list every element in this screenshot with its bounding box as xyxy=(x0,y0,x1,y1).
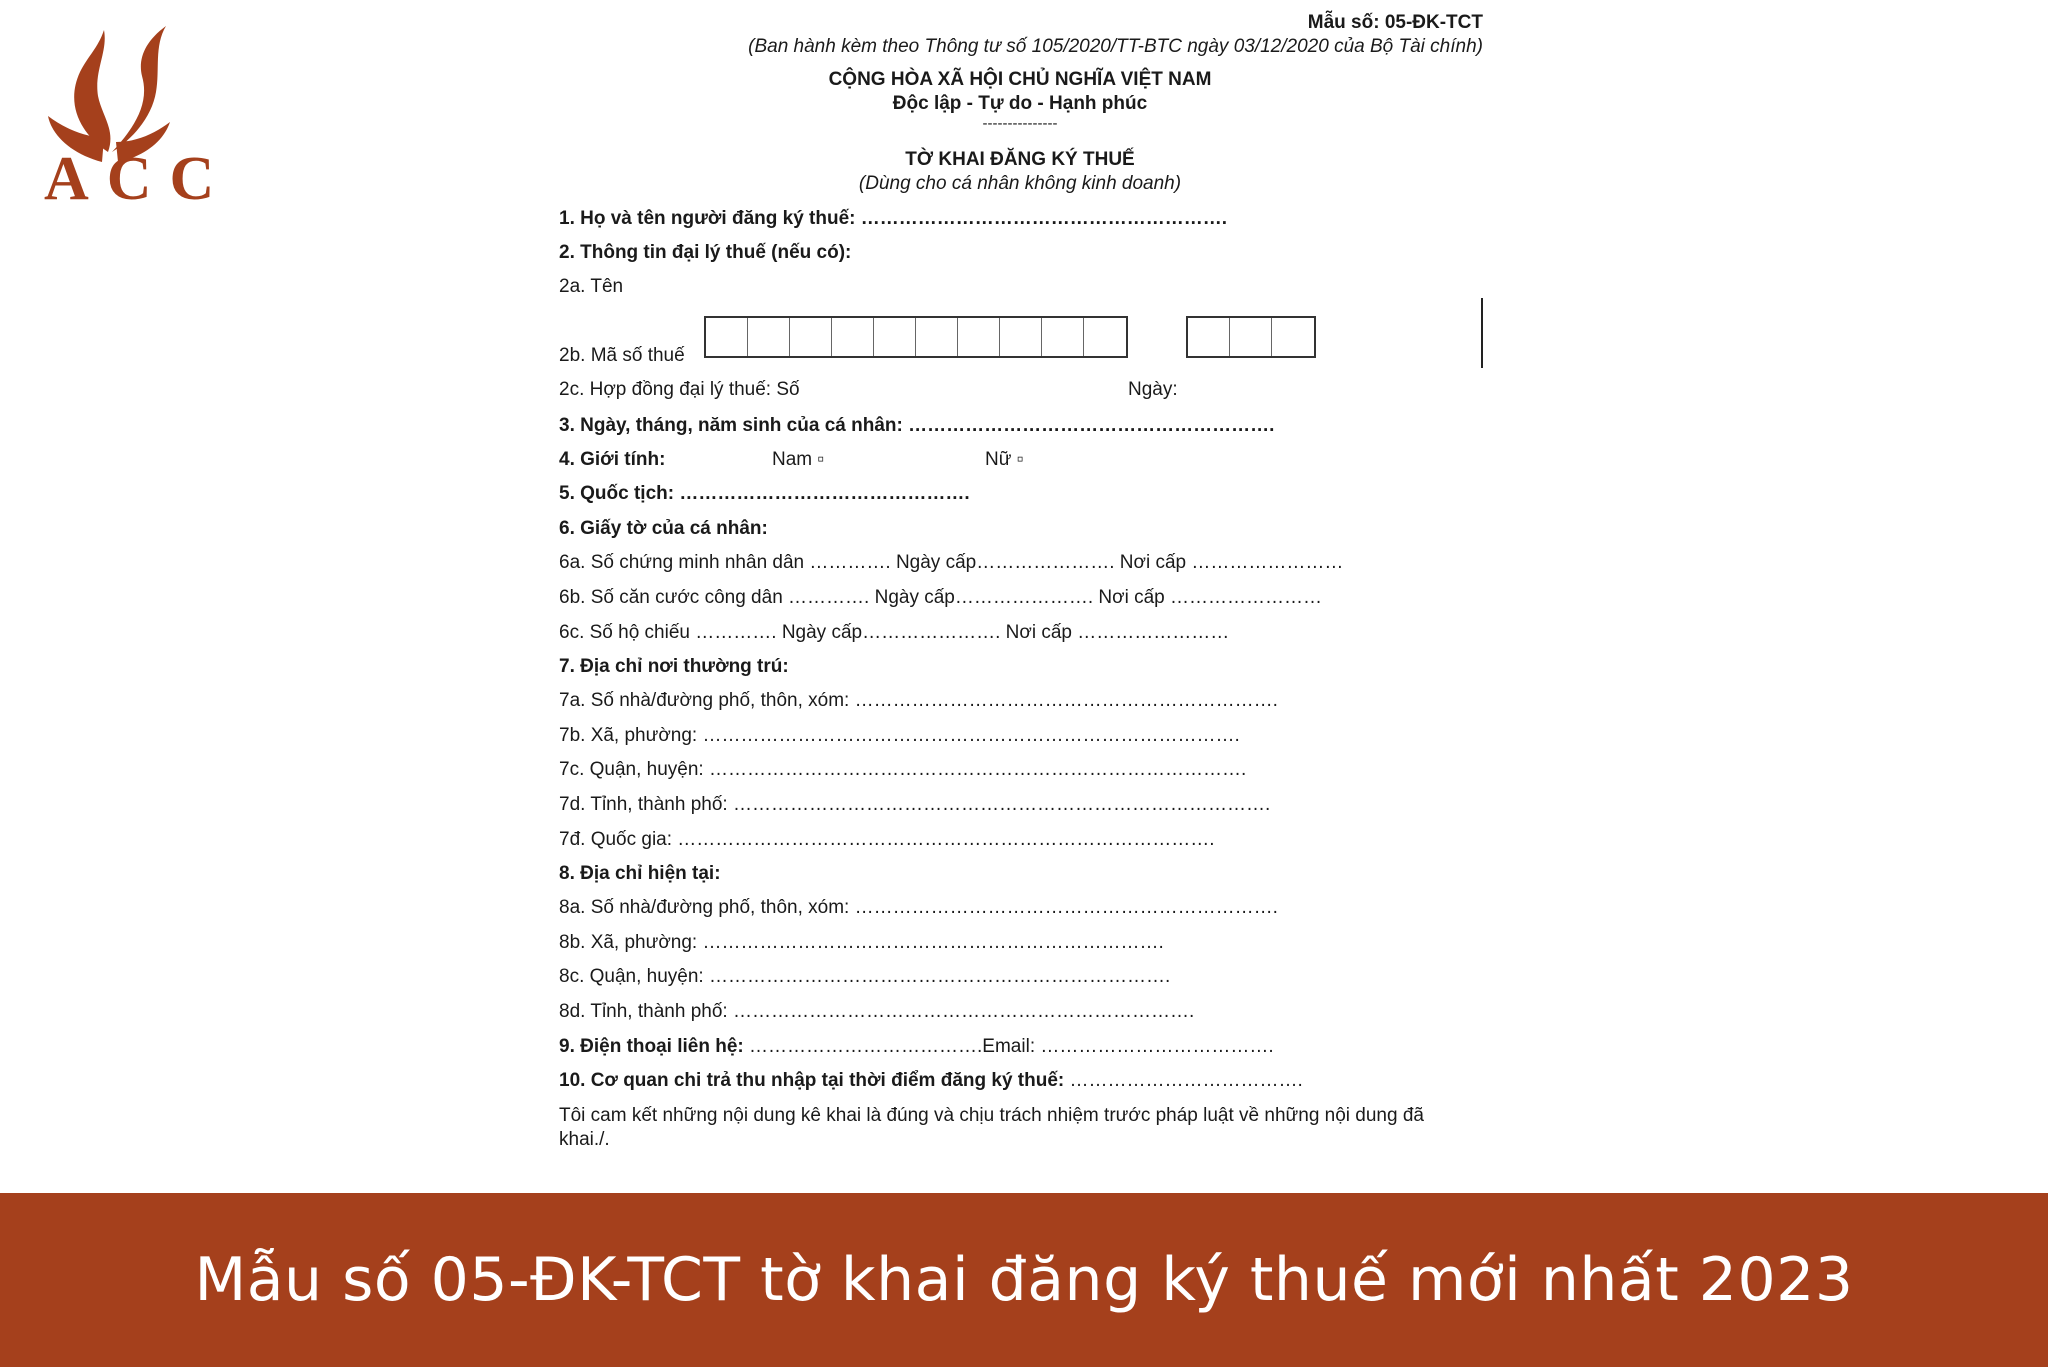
tax-code-box xyxy=(706,318,748,356)
field-7a: 7a. Số nhà/đường phố, thôn, xóm: …………………………………………………………. xyxy=(559,690,1278,711)
field-10-dots: ………………………………. xyxy=(1064,1070,1303,1091)
field-8b: 8b. Xã, phường: ………………………………………………………………. xyxy=(559,932,1164,953)
commitment-line-2: khai./. xyxy=(559,1129,610,1150)
field-2-agent: 2. Thông tin đại lý thuế (nếu có): xyxy=(559,242,852,263)
field-2b: 2b. Mã số thuế xyxy=(559,345,685,366)
tax-code-suffix-boxes xyxy=(1186,316,1316,358)
gender-male-checkbox: Nam ▫ xyxy=(772,449,825,470)
banner-caption: Mẫu số 05-ĐK-TCT tờ khai đăng ký thuế mới nhất 2023 xyxy=(194,1245,1854,1315)
field-9-label: 9. Điện thoại liên hệ: xyxy=(559,1036,744,1057)
field-10-payer xyxy=(559,1071,1303,1092)
tax-code-box xyxy=(832,318,874,356)
tax-code-box xyxy=(958,318,1000,356)
field-2c: 2c. Hợp đồng đại lý thuế: Số xyxy=(559,379,800,400)
tax-code-box xyxy=(874,318,916,356)
tax-code-box xyxy=(916,318,958,356)
field-3-birthdate: 3. Ngày, tháng, năm sinh của cá nhân: …………………………………………………. xyxy=(559,415,1275,436)
tax-code-box xyxy=(1084,318,1126,356)
field-2a: 2a. Tên xyxy=(559,276,624,297)
tax-code-box xyxy=(790,318,832,356)
field-9-dots: ……………………………….Email: ………………………………. xyxy=(743,1036,1274,1057)
tax-code-box xyxy=(1272,318,1314,356)
field-8c: 8c. Quận, huyện: ………………………………………………………………. xyxy=(559,966,1171,987)
tax-code-box xyxy=(748,318,790,356)
field-6b: 6b. Số căn cước công dân …………. Ngày cấp…………………. Nơi cấp …………………… xyxy=(559,587,1323,608)
tax-code-box xyxy=(1042,318,1084,356)
tax-code-box xyxy=(1000,318,1042,356)
field-4-gender: 4. Giới tính: xyxy=(559,449,666,470)
header-divider: --------------- xyxy=(982,115,1058,132)
form-number: Mẫu số: 05-ĐK-TCT xyxy=(1307,12,1483,33)
tax-code-boxes xyxy=(704,316,1128,358)
field-1-name xyxy=(559,209,1227,230)
form-subtitle: (Dùng cho cá nhân không kinh doanh) xyxy=(858,173,1182,194)
field-6-documents: 6. Giấy tờ của cá nhân: xyxy=(559,518,768,539)
motto: Độc lập - Tự do - Hạnh phúc xyxy=(892,93,1148,114)
field-5-nationality: 5. Quốc tịch: ………………………………………. xyxy=(559,483,970,504)
republic-header: CỘNG HÒA XÃ HỘI CHỦ NGHĨA VIỆT NAM xyxy=(828,69,1212,90)
field-7c: 7c. Quận, huyện: …………………………………………………………………………. xyxy=(559,759,1247,780)
field-10-label: 10. Cơ quan chi trả thu nhập tại thời điểm đăng ký thuế: xyxy=(559,1070,1065,1091)
issued-note: (Ban hành kèm theo Thông tư số 105/2020/TT-BTC ngày 03/12/2020 của Bộ Tài chính) xyxy=(748,36,1483,57)
commitment-line-1: Tôi cam kết những nội dung kê khai là đúng và chịu trách nhiệm trước pháp luật về những nội dung đã xyxy=(559,1105,1424,1126)
acc-logo-text: ACC xyxy=(44,145,233,213)
field-8-current-address: 8. Địa chỉ hiện tại: xyxy=(559,863,721,884)
form-title: TỜ KHAI ĐĂNG KÝ THUẾ xyxy=(905,149,1135,170)
field-7d: 7d. Tỉnh, thành phố: …………………………………………………………………………. xyxy=(559,794,1271,815)
field-6c: 6c. Số hộ chiếu …………. Ngày cấp…………………. Nơi cấp …………………… xyxy=(559,622,1230,643)
field-2c-date: Ngày: xyxy=(1128,379,1178,400)
caption-banner xyxy=(0,1193,2048,1367)
tax-code-box xyxy=(1188,318,1230,356)
field-8d: 8d. Tỉnh, thành phố: ………………………………………………………………. xyxy=(559,1001,1195,1022)
field-1-label: 1. Họ và tên người đăng ký thuế: …………………………………………………. xyxy=(559,208,1228,229)
gender-female-checkbox: Nữ ▫ xyxy=(985,449,1024,470)
field-9-phone xyxy=(559,1037,1274,1058)
field-7dd: 7đ. Quốc gia: …………………………………………………………………………. xyxy=(559,829,1215,850)
field-8a: 8a. Số nhà/đường phố, thôn, xóm: …………………………………………………………. xyxy=(559,897,1278,918)
field-6a: 6a. Số chứng minh nhân dân …………. Ngày cấp…………………. Nơi cấp …………………… xyxy=(559,552,1344,573)
field-7b: 7b. Xã, phường: …………………………………………………………………………. xyxy=(559,725,1240,746)
margin-line xyxy=(1481,298,1483,368)
tax-code-box xyxy=(1230,318,1272,356)
field-7-permanent-address: 7. Địa chỉ nơi thường trú: xyxy=(559,656,789,677)
